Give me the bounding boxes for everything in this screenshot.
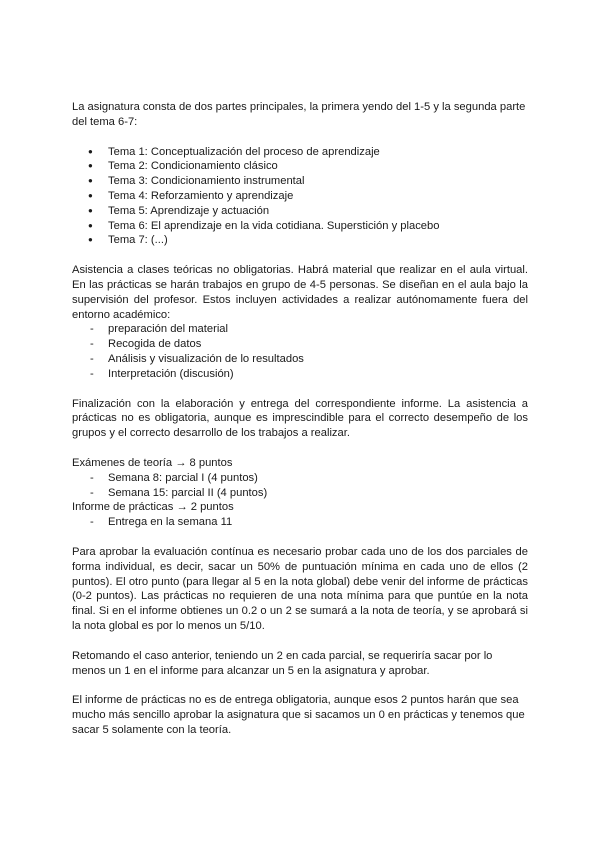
list-item: - Análisis y visualización de lo resultados [72, 352, 528, 367]
list-item: - Interpretación (discusión) [72, 367, 528, 382]
aprobar-paragraph: Para aprobar la evaluación contínua es necesario probar cada uno de los dos parciales de forma individual, es decir, sacar un 50% de puntuación mínima en cada uno de ellos (2 puntos). El otro punto (para llegar al 5 en la nota global) debe venir del informe de prácticas (0-2 puntos). Las prácticas no requieren de una nota mínima para que puntúe en la nota final. Si en el informe obtienes un 0.2 o un 2 se sumará a la nota de teoría, y se aprobará si la nota global es por lo menos un 5/10. [72, 545, 528, 632]
informe-title: Informe de prácticas → 2 puntos [72, 501, 234, 514]
actividades-list [72, 322, 528, 381]
obligatorio-paragraph: El informe de prácticas no es de entrega obligatoria, aunque esos 2 puntos harán que sea mucho más sencillo aprobar la asignatura que si sacamos un 0 en prácticas y tenemos que sacar 5 solamente con la teoría. [72, 694, 525, 736]
examenes-list [72, 471, 528, 501]
document-body [72, 100, 528, 738]
list-item: - preparación del material [72, 322, 528, 337]
examenes-title: Exámenes de teoría → 8 puntos [72, 456, 233, 469]
intro-paragraph: La asignatura consta de dos partes principales, la primera yendo del 1-5 y la segunda parte del tema 6-7: [72, 101, 526, 128]
finalizacion-paragraph: Finalización con la elaboración y entrega del correspondiente informe. La asistencia a prácticas no es obligatoria, aunque es imprescindible para el correcto desempeño de los grupos y el correcto desarrollo de los trabajos a realizar. [72, 397, 528, 440]
list-item: - Recogida de datos [72, 337, 528, 352]
list-item: ● Tema 3: Condicionamiento instrumental [72, 174, 528, 189]
retomando-paragraph: Retomando el caso anterior, teniendo un 2 en cada parcial, se requeriría sacar por lo menos un 1 en el informe para alcanzar un 5 en la asignatura y aprobar. [72, 649, 493, 677]
list-item: ● Tema 2: Condicionamiento clásico [72, 159, 528, 174]
list-item: ● Tema 6: El aprendizaje en la vida cotidiana. Superstición y placebo [72, 219, 528, 234]
list-item: - Entrega en la semana 11 [72, 515, 528, 530]
list-item: ● Tema 7: (...) [72, 233, 528, 248]
asistencia-paragraph: Asistencia a clases teóricas no obligatorias. Habrá material que realizar en el aula virtual. En las prácticas se harán trabajos en grupo de 4-5 personas. Se diseñan en el aula bajo la supervisión del profesor. Estos incluyen actividades a realizar autónomamente fuera del entorno académico: [72, 264, 528, 321]
informe-list [72, 515, 528, 530]
temas-list [72, 145, 528, 249]
list-item: - Semana 8: parcial I (4 puntos) [72, 471, 528, 486]
list-item: ● Tema 1: Conceptualización del proceso de aprendizaje [72, 145, 528, 160]
list-item: - Semana 15: parcial II (4 puntos) [72, 486, 528, 501]
list-item: ● Tema 5: Aprendizaje y actuación [72, 204, 528, 219]
list-item: ● Tema 4: Reforzamiento y aprendizaje [72, 189, 528, 204]
